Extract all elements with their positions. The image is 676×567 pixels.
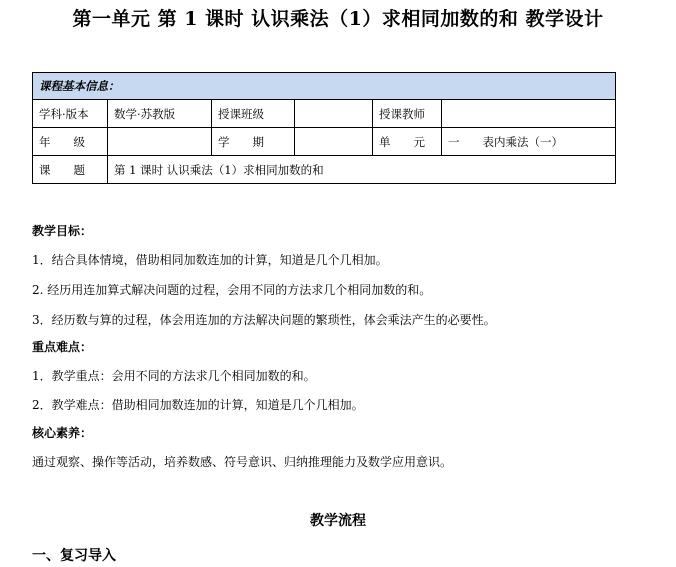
document-title: 第一单元 第 1 课时 认识乘法（1）求相同加数的和 教学设计	[72, 8, 604, 30]
literacy-heading: 核心素养：	[32, 426, 93, 440]
course-info-table	[32, 72, 616, 184]
value-subject-version: 数学·苏教版	[108, 100, 212, 128]
value-topic: 第 1 课时 认识乘法（1）求相同加数的和	[108, 156, 616, 184]
literacy-text: 通过观察、操作等活动，培养数感、符号意识、归纳推理能力及数学应用意识。	[32, 455, 453, 469]
value-teacher	[442, 100, 616, 128]
key-point-item: 2．教学难点：借助相同加数连加的计算，知道是几个几相加。	[32, 398, 364, 412]
goal-item: 3．经历数与算的过程，体会用连加的方法解决问题的繁琐性，体会乘法产生的必要性。	[32, 313, 496, 327]
goal-item: 2. 经历用连加算式解决问题的过程，会用不同的方法求几个相同加数的和。	[32, 283, 432, 297]
goals-heading: 教学目标：	[32, 224, 93, 238]
label-unit: 单 元	[373, 128, 442, 156]
label-subject-version: 学科·版本	[33, 100, 108, 128]
process-heading: 教学流程	[310, 513, 366, 529]
key-point-item: 1．教学重点：会用不同的方法求几个相同加数的和。	[32, 369, 316, 383]
goal-item: 1．结合具体情境，借助相同加数连加的计算，知道是几个几相加。	[32, 253, 388, 267]
value-semester	[295, 128, 373, 156]
label-topic: 课 题	[33, 156, 108, 184]
value-class	[295, 100, 373, 128]
key-points-heading: 重点难点：	[32, 340, 93, 354]
label-class: 授课班级	[212, 100, 295, 128]
section-heading: 一、复习导入	[32, 548, 116, 564]
label-grade: 年 级	[33, 128, 108, 156]
label-teacher: 授课教师	[373, 100, 442, 128]
course-info-header: 课程基本信息：	[33, 73, 616, 100]
label-semester: 学 期	[212, 128, 295, 156]
value-grade	[108, 128, 212, 156]
value-unit: 一 表内乘法（一）	[442, 128, 616, 156]
